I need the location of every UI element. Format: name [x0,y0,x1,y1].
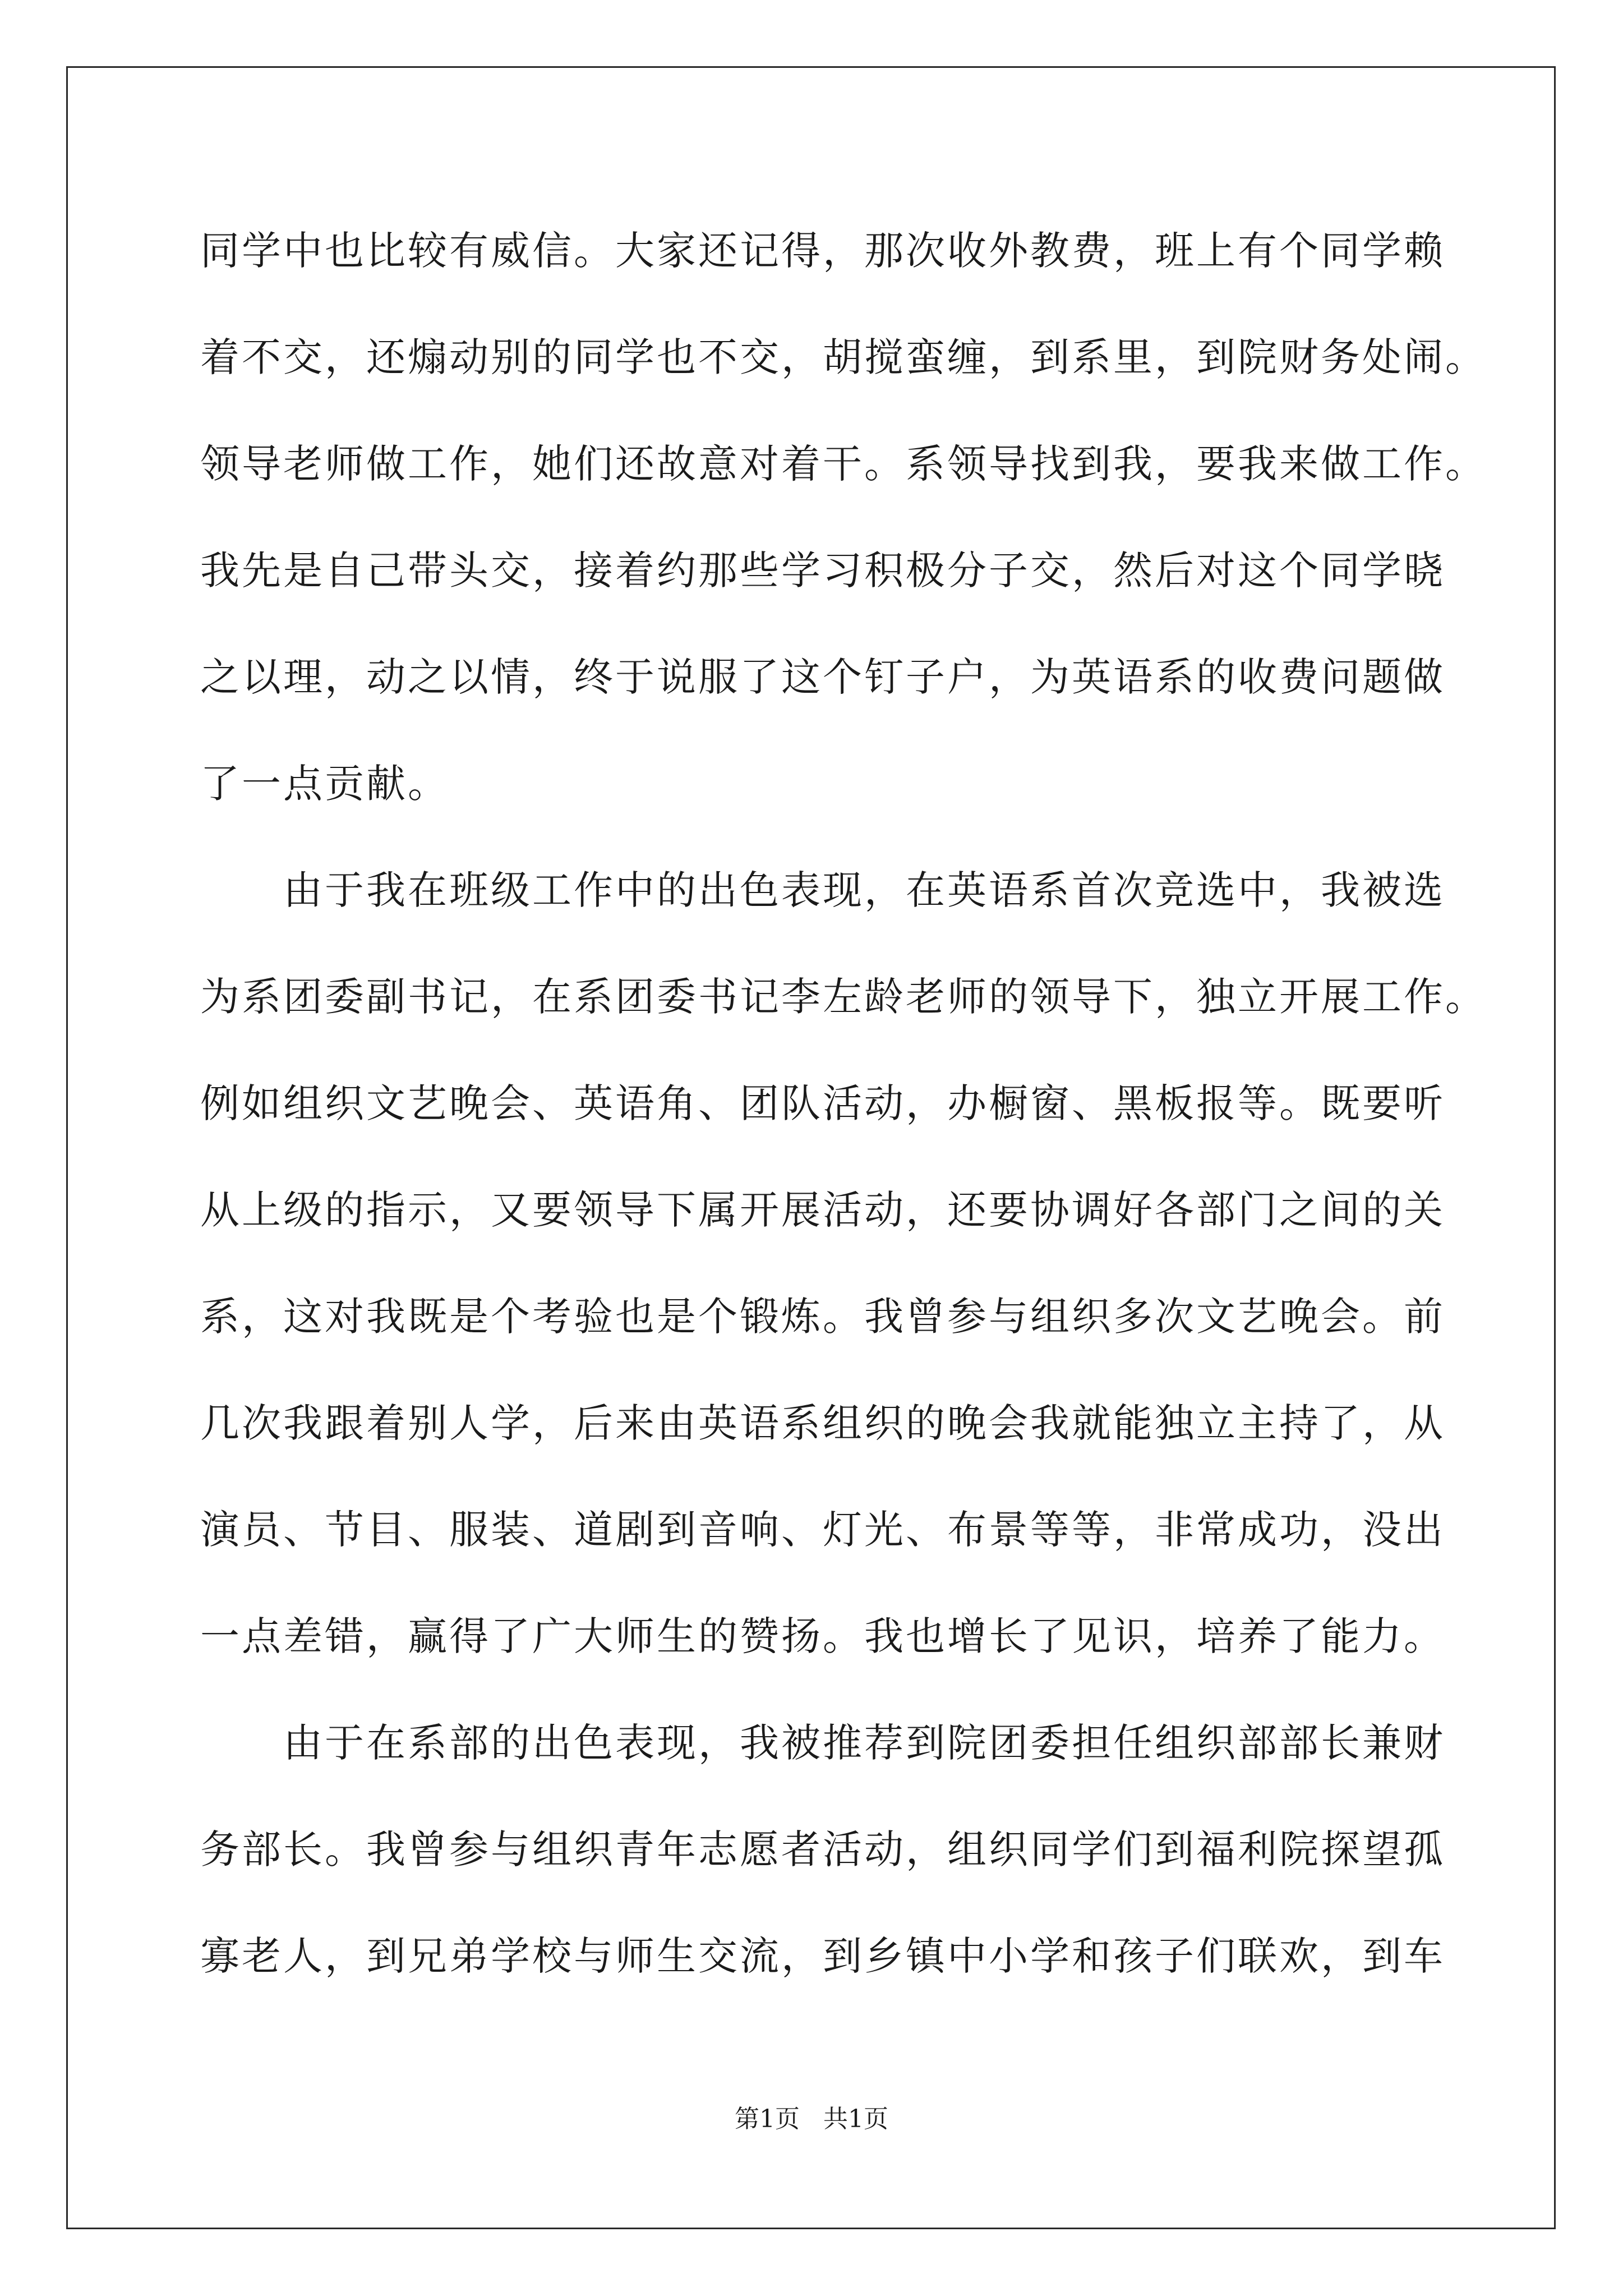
page-footer [0,2102,1623,2136]
text-line: 系，这对我既是个考验也是个锻炼。我曾参与组织多次文艺晚会。前 [200,1294,1445,1340]
text-line: 着不交，还煽动别的同学也不交，胡搅蛮缠，到系里，到院财务处闹。 [200,334,1487,380]
text-line: 务部长。我曾参与组织青年志愿者活动，组织同学们到福利院探望孤 [200,1826,1445,1872]
text-line: 例如组织文艺晚会、英语角、团队活动，办橱窗、黑板报等。既要听 [200,1080,1445,1126]
text-line: 由于在系部的出色表现，我被推荐到院团委担任组织部部长兼财 [283,1720,1445,1766]
text-line: 从上级的指示，又要领导下属开展活动，还要协调好各部门之间的关 [200,1187,1445,1233]
text-line: 我先是自己带头交，接着约那些学习积极分子交，然后对这个同学晓 [200,547,1445,593]
text-line: 一点差错，赢得了广大师生的赞扬。我也增长了见识，培养了能力。 [200,1613,1445,1659]
text-line: 几次我跟着别人学，后来由英语系组织的晚会我就能独立主持了，从 [200,1400,1445,1446]
text-line: 领导老师做工作，她们还故意对着干。系领导找到我，要我来做工作。 [200,441,1487,487]
text-line: 由于我在班级工作中的出色表现，在英语系首次竞选中，我被选 [283,867,1445,913]
page-number: 第1页 [735,2105,800,2133]
text-line: 了一点贡献。 [200,761,449,807]
page-total: 共1页 [823,2105,888,2133]
document-body [200,220,1487,2032]
text-line: 同学中也比较有威信。大家还记得，那次收外教费，班上有个同学赖 [200,228,1445,274]
text-line: 寡老人，到兄弟学校与师生交流，到乡镇中小学和孩子们联欢，到车 [200,1933,1445,1979]
text-line: 演员、节目、服装、道剧到音响、灯光、布景等等，非常成功，没出 [200,1507,1445,1553]
text-line: 为系团委副书记，在系团委书记李左龄老师的领导下，独立开展工作。 [200,974,1487,1020]
text-line: 之以理，动之以情，终于说服了这个钉子户，为英语系的收费问题做 [200,654,1445,700]
